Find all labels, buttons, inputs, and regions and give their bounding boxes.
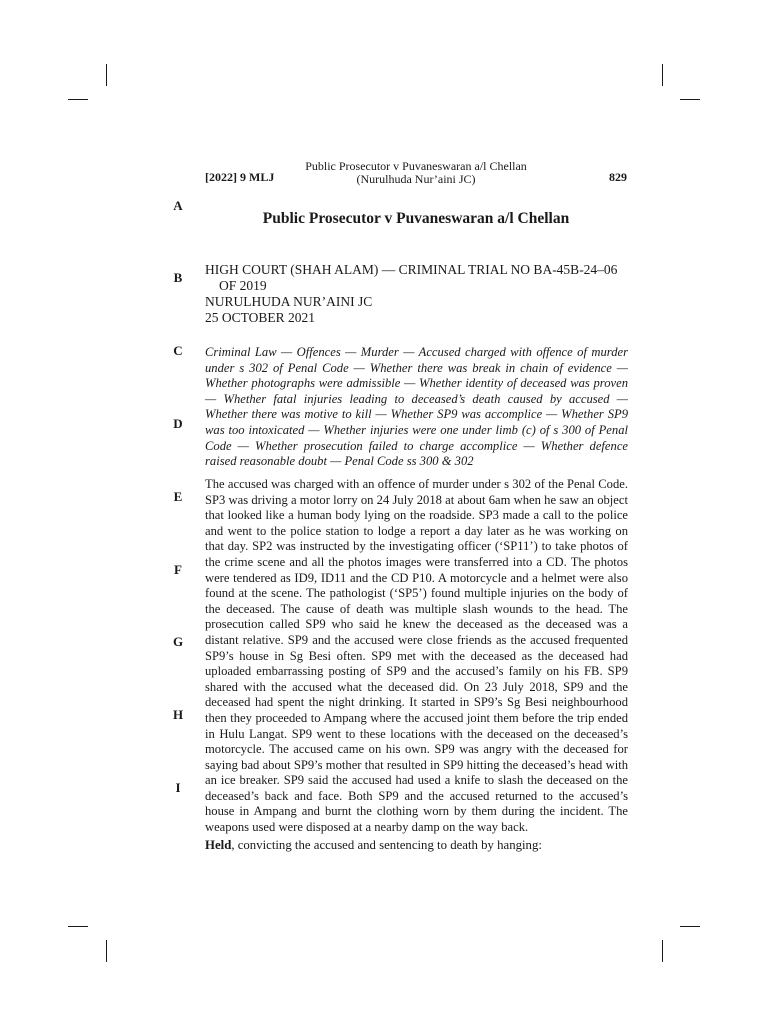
margin-letter: E [173, 489, 183, 504]
judgment-date: 25 OCTOBER 2021 [205, 310, 316, 325]
held-label: Held [205, 838, 232, 852]
held-text: , convicting the accused and sentencing to death by hanging: [231, 838, 542, 852]
court-line: HIGH COURT (SHAH ALAM) — CRIMINAL TRIAL NO BA-45B-24–06 [205, 262, 618, 277]
court-line-continued: OF 2019 [219, 278, 267, 293]
margin-letter: G [172, 634, 184, 649]
crop-mark [106, 64, 107, 86]
crop-mark [680, 99, 700, 100]
case-title: Public Prosecutor v Puvaneswaran a/l Chellan [262, 210, 570, 227]
held-line [205, 838, 628, 853]
crop-mark [662, 64, 663, 86]
running-head-judge: (Nurulhuda Nur’aini JC) [356, 172, 476, 186]
running-head-case: Public Prosecutor v Puvaneswaran a/l Chellan [305, 159, 527, 173]
crop-mark [68, 99, 88, 100]
margin-letter: C [173, 343, 183, 358]
margin-letter: I [175, 780, 181, 795]
case-summary: The accused was charged with an offence of murder under s 302 of the Penal Code. SP3 was driving a motor lorry on 24 July 2018 at about 6am when he saw an object that looked like a human body lying on the roadside. SP3 made a call to the police and went to the police station to lodge a report a day later as he was working on that day. SP2 was instructed by the investigating officer (‘SP11’) to take photos of the crime scene and all the photos images were transferred into a CD. The photos were tendered as ID9, ID11 and the CD P10. A motorcycle and a helmet were also found at the scene. The pathologist (‘SP5’) found multiple injuries on the body of the deceased. The cause of death was multiple slash wounds to the head. The prosecution called SP9 who said he knew the deceased as the deceased was a distant relative. SP9 and the accused were close friends as the accused frequented SP9’s house in Sg Besi often. SP9 met with the deceased as the deceased had uploaded embarrassing posting of SP9 and the accused’s family on his FB. SP9 shared with the accused what the deceased did. On 23 July 2018, SP9 and the deceased had spent the night drinking. It started in SP9’s Sg Besi neighbourhood then they proceeded to Ampang where the accused joint them before the trip ended in Hulu Langat. SP9 went to these locations with the deceased on the deceased’s motorcycle. The accused came on his own. SP9 was angry with the deceased for saying bad about SP9’s mother that resulted in SP9 hitting the deceased’s head with an ice breaker. SP9 said the accused had used a knife to slash the deceased on the deceased’s back and face. Both SP9 and the accused returned to the accused’s house in Ampang and burnt the clothing worn by them during the incident. The weapons used were disposed at a nearby damp on the way back. [205, 477, 628, 835]
margin-letter: H [172, 707, 184, 722]
margin-letter: B [173, 270, 183, 285]
margin-letter: D [173, 416, 183, 431]
citation: [2022] 9 MLJ [205, 170, 275, 184]
catchwords: Criminal Law — Offences — Murder — Accused charged with offence of murder under s 302 of Penal Code — Whether there was break in chain of evidence — Whether photographs were admissible — Whether identity of deceased was proven — Whether fatal injuries leading to deceased’s death caused by accused — Whether there was motive to kill — Whether SP9 was accomplice — Whether SP9 was too intoxicated — Whether injuries were one under limb (c) of s 300 of Penal Code — Whether prosecution failed to charge accomplice — Whether defence raised reasonable doubt — Penal Code ss 300 & 302 [205, 345, 628, 469]
crop-mark [68, 926, 88, 927]
judge-name: NURULHUDA NUR’AINI JC [205, 294, 373, 309]
crop-mark [662, 940, 663, 962]
margin-letter: F [174, 562, 182, 577]
court-info [205, 262, 630, 326]
running-head-center [205, 160, 627, 186]
crop-mark [680, 926, 700, 927]
crop-mark [106, 940, 107, 962]
margin-letter: A [173, 198, 183, 213]
page-number: 829 [609, 170, 627, 184]
